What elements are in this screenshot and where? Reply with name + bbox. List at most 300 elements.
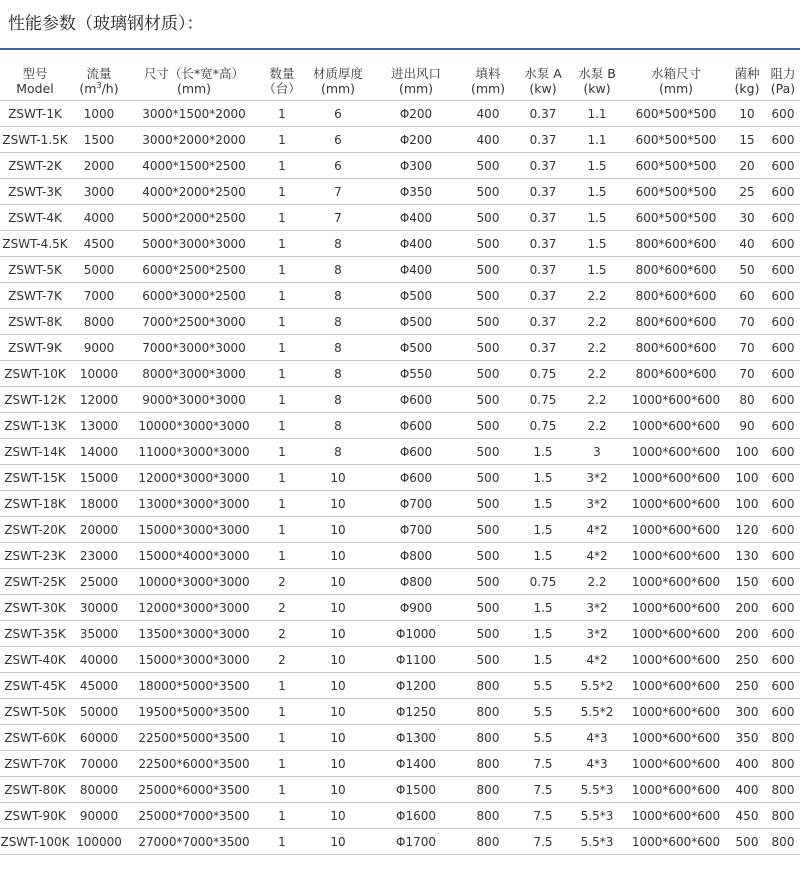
cell-quantity: 1 — [260, 101, 304, 127]
cell-quantity: 1 — [260, 387, 304, 413]
cell-resistance: 600 — [766, 101, 800, 127]
header-model: 型号 Model — [16, 66, 54, 96]
cell-bacteria: 450 — [728, 803, 766, 829]
header-resistance: 阻力 (Pa) — [770, 66, 796, 96]
cell-air-port: Φ800 — [372, 543, 460, 569]
cell-air-port: Φ1400 — [372, 751, 460, 777]
cell-pump-a: 0.75 — [516, 361, 570, 387]
cell-air-port: Φ1100 — [372, 647, 460, 673]
cell-quantity: 1 — [260, 543, 304, 569]
cell-resistance: 600 — [766, 517, 800, 543]
cell-tank-size: 800*600*600 — [624, 283, 728, 309]
cell-model: ZSWT-30K — [0, 595, 70, 621]
cell-pump-b: 2.2 — [570, 387, 624, 413]
cell-tank-size: 1000*600*600 — [624, 569, 728, 595]
cell-quantity: 1 — [260, 777, 304, 803]
cell-dimensions: 11000*3000*3000 — [128, 439, 260, 465]
cell-pump-a: 1.5 — [516, 621, 570, 647]
cell-flow: 1000 — [70, 101, 128, 127]
cell-thickness: 10 — [304, 699, 372, 725]
cell-quantity: 1 — [260, 699, 304, 725]
cell-resistance: 600 — [766, 543, 800, 569]
cell-pump-a: 0.75 — [516, 569, 570, 595]
cell-tank-size: 600*500*500 — [624, 179, 728, 205]
table-row — [0, 153, 800, 179]
cell-packing: 500 — [460, 465, 516, 491]
cell-pump-a: 0.37 — [516, 127, 570, 153]
cell-pump-b: 2.2 — [570, 413, 624, 439]
cell-tank-size: 600*500*500 — [624, 101, 728, 127]
cell-flow: 80000 — [70, 777, 128, 803]
cell-air-port: Φ900 — [372, 595, 460, 621]
cell-air-port: Φ350 — [372, 179, 460, 205]
cell-flow: 4500 — [70, 231, 128, 257]
cell-quantity: 1 — [260, 491, 304, 517]
cell-pump-b: 4*2 — [570, 517, 624, 543]
cell-dimensions: 9000*3000*3000 — [128, 387, 260, 413]
cell-tank-size: 1000*600*600 — [624, 491, 728, 517]
cell-packing: 500 — [460, 387, 516, 413]
cell-quantity: 2 — [260, 647, 304, 673]
cell-thickness: 10 — [304, 751, 372, 777]
cell-thickness: 10 — [304, 569, 372, 595]
cell-tank-size: 1000*600*600 — [624, 803, 728, 829]
header-tank-size: 水箱尺寸 (mm) — [650, 66, 701, 96]
cell-pump-a: 0.37 — [516, 283, 570, 309]
cell-quantity: 1 — [260, 257, 304, 283]
cell-packing: 500 — [460, 517, 516, 543]
cell-quantity: 2 — [260, 621, 304, 647]
cell-flow: 8000 — [70, 309, 128, 335]
cell-pump-b: 4*3 — [570, 725, 624, 751]
cell-quantity: 1 — [260, 179, 304, 205]
cell-bacteria: 100 — [728, 439, 766, 465]
table-row — [0, 621, 800, 647]
cell-flow: 90000 — [70, 803, 128, 829]
cell-bacteria: 70 — [728, 309, 766, 335]
header-quantity: 数量 （台） — [263, 66, 301, 96]
cell-thickness: 8 — [304, 387, 372, 413]
table-row — [0, 413, 800, 439]
cell-pump-a: 1.5 — [516, 517, 570, 543]
cell-tank-size: 800*600*600 — [624, 231, 728, 257]
cell-dimensions: 13500*3000*3000 — [128, 621, 260, 647]
cell-quantity: 1 — [260, 231, 304, 257]
cell-pump-a: 7.5 — [516, 777, 570, 803]
cell-thickness: 8 — [304, 413, 372, 439]
cell-flow: 10000 — [70, 361, 128, 387]
cell-pump-a: 7.5 — [516, 829, 570, 855]
cell-pump-a: 1.5 — [516, 491, 570, 517]
cell-bacteria: 200 — [728, 595, 766, 621]
cell-tank-size: 1000*600*600 — [624, 413, 728, 439]
cell-air-port: Φ600 — [372, 387, 460, 413]
cell-resistance: 600 — [766, 699, 800, 725]
cell-quantity: 1 — [260, 829, 304, 855]
cell-packing: 500 — [460, 283, 516, 309]
page-title: 性能参数（玻璃钢材质）： — [8, 14, 204, 34]
cell-dimensions: 6000*2500*2500 — [128, 257, 260, 283]
cell-model: ZSWT-70K — [0, 751, 70, 777]
table-row — [0, 387, 800, 413]
cell-pump-a: 0.37 — [516, 153, 570, 179]
cell-pump-a: 1.5 — [516, 647, 570, 673]
cell-packing: 800 — [460, 725, 516, 751]
cell-resistance: 600 — [766, 257, 800, 283]
cell-tank-size: 1000*600*600 — [624, 829, 728, 855]
cell-model: ZSWT-20K — [0, 517, 70, 543]
cell-quantity: 2 — [260, 569, 304, 595]
cell-flow: 15000 — [70, 465, 128, 491]
cell-pump-a: 0.75 — [516, 387, 570, 413]
cell-pump-b: 1.5 — [570, 153, 624, 179]
cell-tank-size: 1000*600*600 — [624, 517, 728, 543]
cell-packing: 500 — [460, 621, 516, 647]
cell-packing: 500 — [460, 309, 516, 335]
cell-bacteria: 70 — [728, 335, 766, 361]
cell-packing: 500 — [460, 569, 516, 595]
cell-bacteria: 40 — [728, 231, 766, 257]
cell-air-port: Φ600 — [372, 413, 460, 439]
table-row — [0, 803, 800, 829]
cell-pump-b: 1.1 — [570, 127, 624, 153]
cell-bacteria: 60 — [728, 283, 766, 309]
cell-model: ZSWT-100K — [0, 829, 70, 855]
cell-flow: 30000 — [70, 595, 128, 621]
cell-packing: 500 — [460, 595, 516, 621]
cell-model: ZSWT-12K — [0, 387, 70, 413]
cell-packing: 800 — [460, 829, 516, 855]
cell-tank-size: 1000*600*600 — [624, 673, 728, 699]
cell-pump-a: 1.5 — [516, 595, 570, 621]
cell-flow: 18000 — [70, 491, 128, 517]
cell-pump-b: 3*2 — [570, 465, 624, 491]
cell-dimensions: 4000*2000*2500 — [128, 179, 260, 205]
cell-bacteria: 80 — [728, 387, 766, 413]
cell-thickness: 10 — [304, 803, 372, 829]
table-row — [0, 829, 800, 855]
cell-bacteria: 250 — [728, 673, 766, 699]
header-pump-b: 水泵 B (kw) — [578, 66, 616, 96]
table-row — [0, 751, 800, 777]
cell-pump-a: 1.5 — [516, 465, 570, 491]
table-row — [0, 283, 800, 309]
cell-packing: 500 — [460, 439, 516, 465]
cell-dimensions: 7000*2500*3000 — [128, 309, 260, 335]
cell-air-port: Φ500 — [372, 335, 460, 361]
cell-flow: 1500 — [70, 127, 128, 153]
cell-pump-b: 3*2 — [570, 491, 624, 517]
cell-quantity: 1 — [260, 517, 304, 543]
cell-thickness: 10 — [304, 725, 372, 751]
table-row — [0, 179, 800, 205]
cell-air-port: Φ200 — [372, 101, 460, 127]
cell-bacteria: 130 — [728, 543, 766, 569]
cell-packing: 500 — [460, 491, 516, 517]
cell-tank-size: 1000*600*600 — [624, 465, 728, 491]
header-flow: 流量 $(m^3/h)$ — [79, 66, 119, 96]
table-row — [0, 309, 800, 335]
cell-resistance: 600 — [766, 335, 800, 361]
cell-pump-a: 0.37 — [516, 205, 570, 231]
cell-tank-size: 800*600*600 — [624, 361, 728, 387]
cell-resistance: 600 — [766, 647, 800, 673]
cell-quantity: 1 — [260, 205, 304, 231]
cell-pump-a: 0.37 — [516, 257, 570, 283]
cell-resistance: 600 — [766, 309, 800, 335]
cell-flow: 13000 — [70, 413, 128, 439]
cell-model: ZSWT-40K — [0, 647, 70, 673]
cell-resistance: 800 — [766, 751, 800, 777]
cell-quantity: 1 — [260, 725, 304, 751]
cell-air-port: Φ1600 — [372, 803, 460, 829]
cell-dimensions: 15000*3000*3000 — [128, 647, 260, 673]
cell-thickness: 7 — [304, 179, 372, 205]
table-row — [0, 517, 800, 543]
cell-dimensions: 12000*3000*3000 — [128, 465, 260, 491]
cell-resistance: 600 — [766, 621, 800, 647]
cell-flow: 5000 — [70, 257, 128, 283]
cell-pump-b: 3 — [570, 439, 624, 465]
cell-packing: 800 — [460, 803, 516, 829]
cell-bacteria: 30 — [728, 205, 766, 231]
cell-tank-size: 800*600*600 — [624, 335, 728, 361]
cell-packing: 800 — [460, 777, 516, 803]
cell-bacteria: 100 — [728, 465, 766, 491]
spec-table — [0, 64, 800, 855]
cell-dimensions: 6000*3000*2500 — [128, 283, 260, 309]
cell-tank-size: 1000*600*600 — [624, 439, 728, 465]
table-row — [0, 205, 800, 231]
cell-packing: 800 — [460, 699, 516, 725]
cell-quantity: 1 — [260, 127, 304, 153]
cell-quantity: 1 — [260, 413, 304, 439]
cell-flow: 3000 — [70, 179, 128, 205]
cell-pump-a: 0.37 — [516, 335, 570, 361]
cell-flow: 20000 — [70, 517, 128, 543]
table-row — [0, 465, 800, 491]
cell-air-port: Φ1700 — [372, 829, 460, 855]
cell-packing: 800 — [460, 673, 516, 699]
cell-dimensions: 25000*7000*3500 — [128, 803, 260, 829]
cell-thickness: 10 — [304, 543, 372, 569]
table-row — [0, 231, 800, 257]
cell-thickness: 10 — [304, 595, 372, 621]
cell-bacteria: 250 — [728, 647, 766, 673]
cell-model: ZSWT-8K — [0, 309, 70, 335]
cell-pump-b: 1.5 — [570, 257, 624, 283]
cell-resistance: 600 — [766, 439, 800, 465]
cell-pump-b: 4*3 — [570, 751, 624, 777]
cell-quantity: 1 — [260, 361, 304, 387]
cell-air-port: Φ700 — [372, 517, 460, 543]
table-row — [0, 647, 800, 673]
cell-bacteria: 50 — [728, 257, 766, 283]
cell-air-port: Φ1500 — [372, 777, 460, 803]
cell-model: ZSWT-1.5K — [0, 127, 70, 153]
cell-air-port: Φ1000 — [372, 621, 460, 647]
cell-model: ZSWT-2K — [0, 153, 70, 179]
cell-pump-b: 5.5*2 — [570, 699, 624, 725]
cell-resistance: 600 — [766, 361, 800, 387]
cell-dimensions: 15000*3000*3000 — [128, 517, 260, 543]
cell-model: ZSWT-5K — [0, 257, 70, 283]
cell-pump-b: 2.2 — [570, 361, 624, 387]
table-row — [0, 777, 800, 803]
cell-resistance: 600 — [766, 595, 800, 621]
cell-flow: 2000 — [70, 153, 128, 179]
cell-tank-size: 1000*600*600 — [624, 777, 728, 803]
cell-pump-a: 0.37 — [516, 179, 570, 205]
cell-model: ZSWT-80K — [0, 777, 70, 803]
cell-pump-a: 5.5 — [516, 699, 570, 725]
cell-quantity: 2 — [260, 595, 304, 621]
table-row — [0, 127, 800, 153]
cell-dimensions: 7000*3000*3000 — [128, 335, 260, 361]
cell-model: ZSWT-23K — [0, 543, 70, 569]
cell-tank-size: 1000*600*600 — [624, 647, 728, 673]
cell-dimensions: 4000*1500*2500 — [128, 153, 260, 179]
cell-flow: 12000 — [70, 387, 128, 413]
cell-resistance: 800 — [766, 725, 800, 751]
cell-model: ZSWT-25K — [0, 569, 70, 595]
table-row — [0, 673, 800, 699]
cell-resistance: 600 — [766, 231, 800, 257]
cell-tank-size: 1000*600*600 — [624, 543, 728, 569]
cell-model: ZSWT-4.5K — [0, 231, 70, 257]
cell-thickness: 8 — [304, 257, 372, 283]
cell-pump-b: 5.5*3 — [570, 777, 624, 803]
cell-thickness: 10 — [304, 647, 372, 673]
cell-tank-size: 1000*600*600 — [624, 699, 728, 725]
cell-tank-size: 1000*600*600 — [624, 621, 728, 647]
cell-model: ZSWT-18K — [0, 491, 70, 517]
table-row — [0, 595, 800, 621]
cell-thickness: 10 — [304, 777, 372, 803]
cell-dimensions: 12000*3000*3000 — [128, 595, 260, 621]
cell-resistance: 600 — [766, 413, 800, 439]
cell-bacteria: 200 — [728, 621, 766, 647]
cell-dimensions: 13000*3000*3000 — [128, 491, 260, 517]
cell-thickness: 6 — [304, 127, 372, 153]
cell-model: ZSWT-14K — [0, 439, 70, 465]
cell-model: ZSWT-4K — [0, 205, 70, 231]
cell-dimensions: 18000*5000*3500 — [128, 673, 260, 699]
cell-pump-a: 5.5 — [516, 673, 570, 699]
cell-tank-size: 600*500*500 — [624, 205, 728, 231]
cell-thickness: 6 — [304, 101, 372, 127]
cell-resistance: 800 — [766, 829, 800, 855]
cell-resistance: 600 — [766, 205, 800, 231]
cell-resistance: 600 — [766, 465, 800, 491]
cell-pump-a: 5.5 — [516, 725, 570, 751]
cell-tank-size: 600*500*500 — [624, 127, 728, 153]
cell-pump-b: 5.5*2 — [570, 673, 624, 699]
cell-dimensions: 5000*3000*3000 — [128, 231, 260, 257]
cell-dimensions: 22500*6000*3500 — [128, 751, 260, 777]
cell-thickness: 10 — [304, 491, 372, 517]
cell-flow: 4000 — [70, 205, 128, 231]
cell-thickness: 10 — [304, 829, 372, 855]
cell-flow: 9000 — [70, 335, 128, 361]
cell-thickness: 8 — [304, 335, 372, 361]
cell-packing: 500 — [460, 413, 516, 439]
cell-model: ZSWT-9K — [0, 335, 70, 361]
cell-pump-b: 1.5 — [570, 205, 624, 231]
cell-air-port: Φ600 — [372, 439, 460, 465]
cell-air-port: Φ500 — [372, 283, 460, 309]
cell-thickness: 6 — [304, 153, 372, 179]
table-row — [0, 335, 800, 361]
cell-air-port: Φ600 — [372, 465, 460, 491]
cell-pump-b: 4*2 — [570, 647, 624, 673]
cell-thickness: 10 — [304, 621, 372, 647]
cell-bacteria: 400 — [728, 777, 766, 803]
cell-bacteria: 400 — [728, 751, 766, 777]
table-row — [0, 361, 800, 387]
cell-air-port: Φ550 — [372, 361, 460, 387]
cell-pump-b: 2.2 — [570, 335, 624, 361]
cell-packing: 500 — [460, 543, 516, 569]
cell-tank-size: 1000*600*600 — [624, 595, 728, 621]
cell-bacteria: 500 — [728, 829, 766, 855]
cell-packing: 500 — [460, 179, 516, 205]
cell-pump-a: 7.5 — [516, 751, 570, 777]
cell-tank-size: 800*600*600 — [624, 257, 728, 283]
cell-model: ZSWT-45K — [0, 673, 70, 699]
cell-thickness: 8 — [304, 283, 372, 309]
cell-dimensions: 5000*2000*2500 — [128, 205, 260, 231]
cell-resistance: 800 — [766, 777, 800, 803]
cell-quantity: 1 — [260, 465, 304, 491]
cell-pump-b: 1.5 — [570, 179, 624, 205]
cell-quantity: 1 — [260, 673, 304, 699]
cell-quantity: 1 — [260, 309, 304, 335]
cell-pump-b: 2.2 — [570, 309, 624, 335]
cell-resistance: 600 — [766, 673, 800, 699]
cell-air-port: Φ700 — [372, 491, 460, 517]
cell-bacteria: 20 — [728, 153, 766, 179]
cell-flow: 14000 — [70, 439, 128, 465]
cell-quantity: 1 — [260, 439, 304, 465]
header-packing: 填料 (mm) — [470, 66, 506, 96]
cell-air-port: Φ1250 — [372, 699, 460, 725]
table-row — [0, 543, 800, 569]
cell-air-port: Φ1200 — [372, 673, 460, 699]
cell-thickness: 7 — [304, 205, 372, 231]
cell-thickness: 10 — [304, 517, 372, 543]
cell-pump-a: 1.5 — [516, 543, 570, 569]
cell-bacteria: 100 — [728, 491, 766, 517]
cell-packing: 400 — [460, 127, 516, 153]
cell-air-port: Φ200 — [372, 127, 460, 153]
table-row — [0, 491, 800, 517]
cell-pump-a: 0.37 — [516, 101, 570, 127]
cell-air-port: Φ400 — [372, 231, 460, 257]
title-divider — [0, 48, 800, 50]
cell-bacteria: 15 — [728, 127, 766, 153]
cell-pump-b: 1.5 — [570, 231, 624, 257]
cell-resistance: 600 — [766, 179, 800, 205]
cell-model: ZSWT-13K — [0, 413, 70, 439]
cell-resistance: 600 — [766, 153, 800, 179]
table-row — [0, 569, 800, 595]
cell-resistance: 600 — [766, 283, 800, 309]
cell-tank-size: 1000*600*600 — [624, 387, 728, 413]
cell-packing: 500 — [460, 361, 516, 387]
cell-thickness: 8 — [304, 439, 372, 465]
cell-flow: 23000 — [70, 543, 128, 569]
